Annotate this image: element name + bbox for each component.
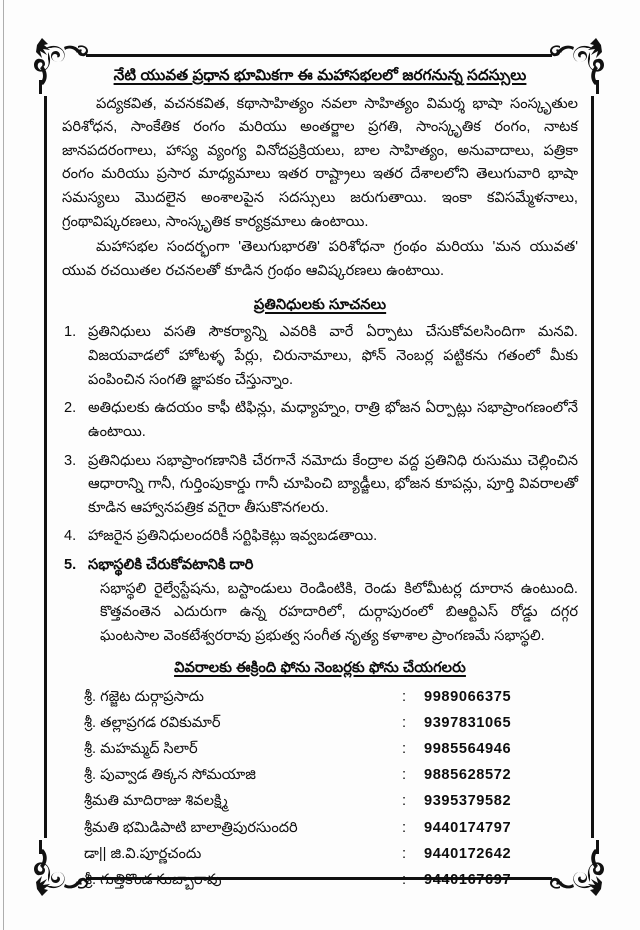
table-row [84, 815, 511, 841]
contact-name: డా|| జి.వి.పూర్ణచందు [84, 845, 202, 862]
contact-separator: : [401, 767, 407, 784]
scan-edge-line [3, 0, 4, 930]
contact-name: శ్రీ. మహమ్మద్ సిలార్ [84, 741, 198, 758]
contact-phone: 9397831065 [424, 715, 512, 731]
contact-phone: 9395379582 [424, 793, 512, 810]
instruction-text: ప్రతినిధులు సభాప్రాంగణానికి చేరగానే నమోదు కేంద్రాల వద్ద ప్రతినిధి రుసుము చెల్లించిన ఆధారాన్ని గానీ, గుర్తింపుకార్డు గానీ చూపించి బ్యాడ్జీలు, భోజన కూపన్లు, పూర్తి వివరాలతో కూడిన ఆహ్వానపత్రిక వగైరా తీసుకొనగలరు. [88, 452, 578, 516]
instructions-heading: ప్రతినిధులకు సూచనలు [253, 296, 387, 313]
table-row [84, 841, 511, 867]
contact-separator: : [401, 845, 407, 862]
border-rule-top [86, 54, 552, 57]
contact-separator: : [401, 741, 407, 758]
contact-phone: 9440167697 [424, 871, 512, 888]
list-item [62, 554, 578, 649]
contact-phone: 9440172642 [424, 845, 512, 862]
list-item [62, 450, 578, 521]
border-rule-left [44, 96, 47, 838]
table-row [84, 763, 511, 789]
table-row [84, 737, 511, 763]
list-item [62, 525, 578, 549]
contact-name: శ్రీ. గుత్తికొండ సుబ్బారావు [84, 871, 222, 888]
contact-separator: : [401, 715, 407, 731]
contact-separator: : [401, 819, 407, 836]
border-rule-right [591, 96, 594, 838]
contact-phone: 9989066375 [424, 688, 512, 705]
table-row [84, 789, 511, 815]
intro-paragraph-2: మహాసభల సందర్భంగా 'తెలుగుభారతి' పరిశోధనా గ్రంథం మరియు 'మన యువత' యువ రచయితల రచనలతో కూడిన గ్రంథం ఆవిష్కరణలు ఉంటాయి. [62, 239, 578, 279]
list-item [62, 397, 578, 444]
contact-name: శ్రీ. పువ్వాడ తిక్కన సోమయాజి [84, 767, 256, 784]
instruction-text: అతిధులకు ఉదయం కాఫీ టిఫిన్లు, మధ్యాహ్నం, రాత్రి భోజన ఏర్పాట్లు సభాప్రాంగణంలోనే ఉంటాయి. [88, 400, 578, 440]
intro-paragraph-1: పద్యకవిత, వచనకవిత, కథాసాహిత్యం నవలా సాహిత్యం విమర్శ భాషా సంస్కృతుల పరిశోధన, సాంకేతిక రంగం మరియు అంతర్జాల ప్రగతి, సాంస్కృతిక రంగం, నాటక జానపదరంగాలు, హాస్య వ్యంగ్య వినోదప్రక్రియలు, బాల సాహిత్యం, అనువాదాలు, పత్రికా రంగం మరియు ప్రసార మాధ్యమాలు ఇతర రాష్ట్రాలు ఇతర దేశాలలోని తెలుగువారి భాషా సమస్యలు మొదలైన అంశాలపైన సదస్సులు జరుగుతాయి. ఇంకా కవిసమ్మేళనాలు, గ్రంథావిష్కరణలు, సాంస్కృతిక కార్యక్రమాలు ఉంటాయి. [62, 95, 578, 230]
contact-separator: : [401, 793, 407, 810]
instruction-lead: సభాస్థలికి చేరుకోవటానికి దారి [88, 557, 254, 574]
contact-phone: 9440174797 [424, 819, 512, 836]
contacts-heading: వివరాలకు ఈక్రింది ఫోను నెంబర్లకు ఫోను చేయగలరు [174, 659, 466, 676]
contact-separator: : [401, 871, 407, 888]
table-row [84, 867, 511, 893]
contact-phone: 9885628572 [424, 767, 512, 784]
instruction-text: ప్రతినిధులు వసతి సౌకర్యాన్ని ఎవరికి వారే ఏర్పాటు చేసుకోవలసిందిగా మనవి. విజయవాడలో హోటళ్ళ పేర్లు, చిరునామాలు, ఫోన్ నెంబర్ల పట్టికను గతంలో మీకు పంపించిన సంగతి జ్ఞాపకం చేస్తున్నాం. [88, 324, 578, 388]
page-title: నేటి యువత ప్రధాన భూమికగా ఈ మహాసభలలో జరగనున్న సదస్సులు [113, 67, 527, 84]
list-item [62, 321, 578, 392]
contacts-table [84, 684, 511, 893]
table-row [84, 711, 511, 737]
instructions-list [62, 321, 578, 648]
document-content [62, 66, 578, 888]
contact-separator: : [401, 688, 407, 705]
instruction-text: సభాస్థలి రైల్వేస్టేషను, బస్టాండులు రెండింటికి, రెండు కిలోమీటర్ల దూరాన ఉంటుంది. కొత్తవంతెన ఎదురుగా ఉన్న రహదారిలో, దుర్గాపురంలో బిఆర్టిఎస్ రోడ్డు దగ్గర ఘంటసాల వెంకటేశ్వరరావు ప్రభుత్వ సంగీత నృత్య కళాశాల ప్రాంగణమే సభాస్థలి. [100, 580, 578, 645]
contact-name: శ్రీ. తల్లాప్రగడ రవికుమార్ [84, 715, 221, 731]
contact-name: శ్రీమతి మాదిరాజు శివలక్ష్మి [84, 793, 228, 810]
contact-phone: 9985564946 [424, 741, 512, 758]
contact-name: శ్రీ. గజ్జెట దుర్గాప్రసాదు [84, 688, 204, 705]
contact-name: శ్రీమతి భమిడిపాటి బాలాత్రిపురసుందరి [84, 819, 298, 836]
table-row [84, 684, 511, 710]
instruction-text: హాజరైన ప్రతినిధులందరికీ సర్టిఫికెట్లు ఇవ్వబడతాయి. [88, 528, 378, 545]
